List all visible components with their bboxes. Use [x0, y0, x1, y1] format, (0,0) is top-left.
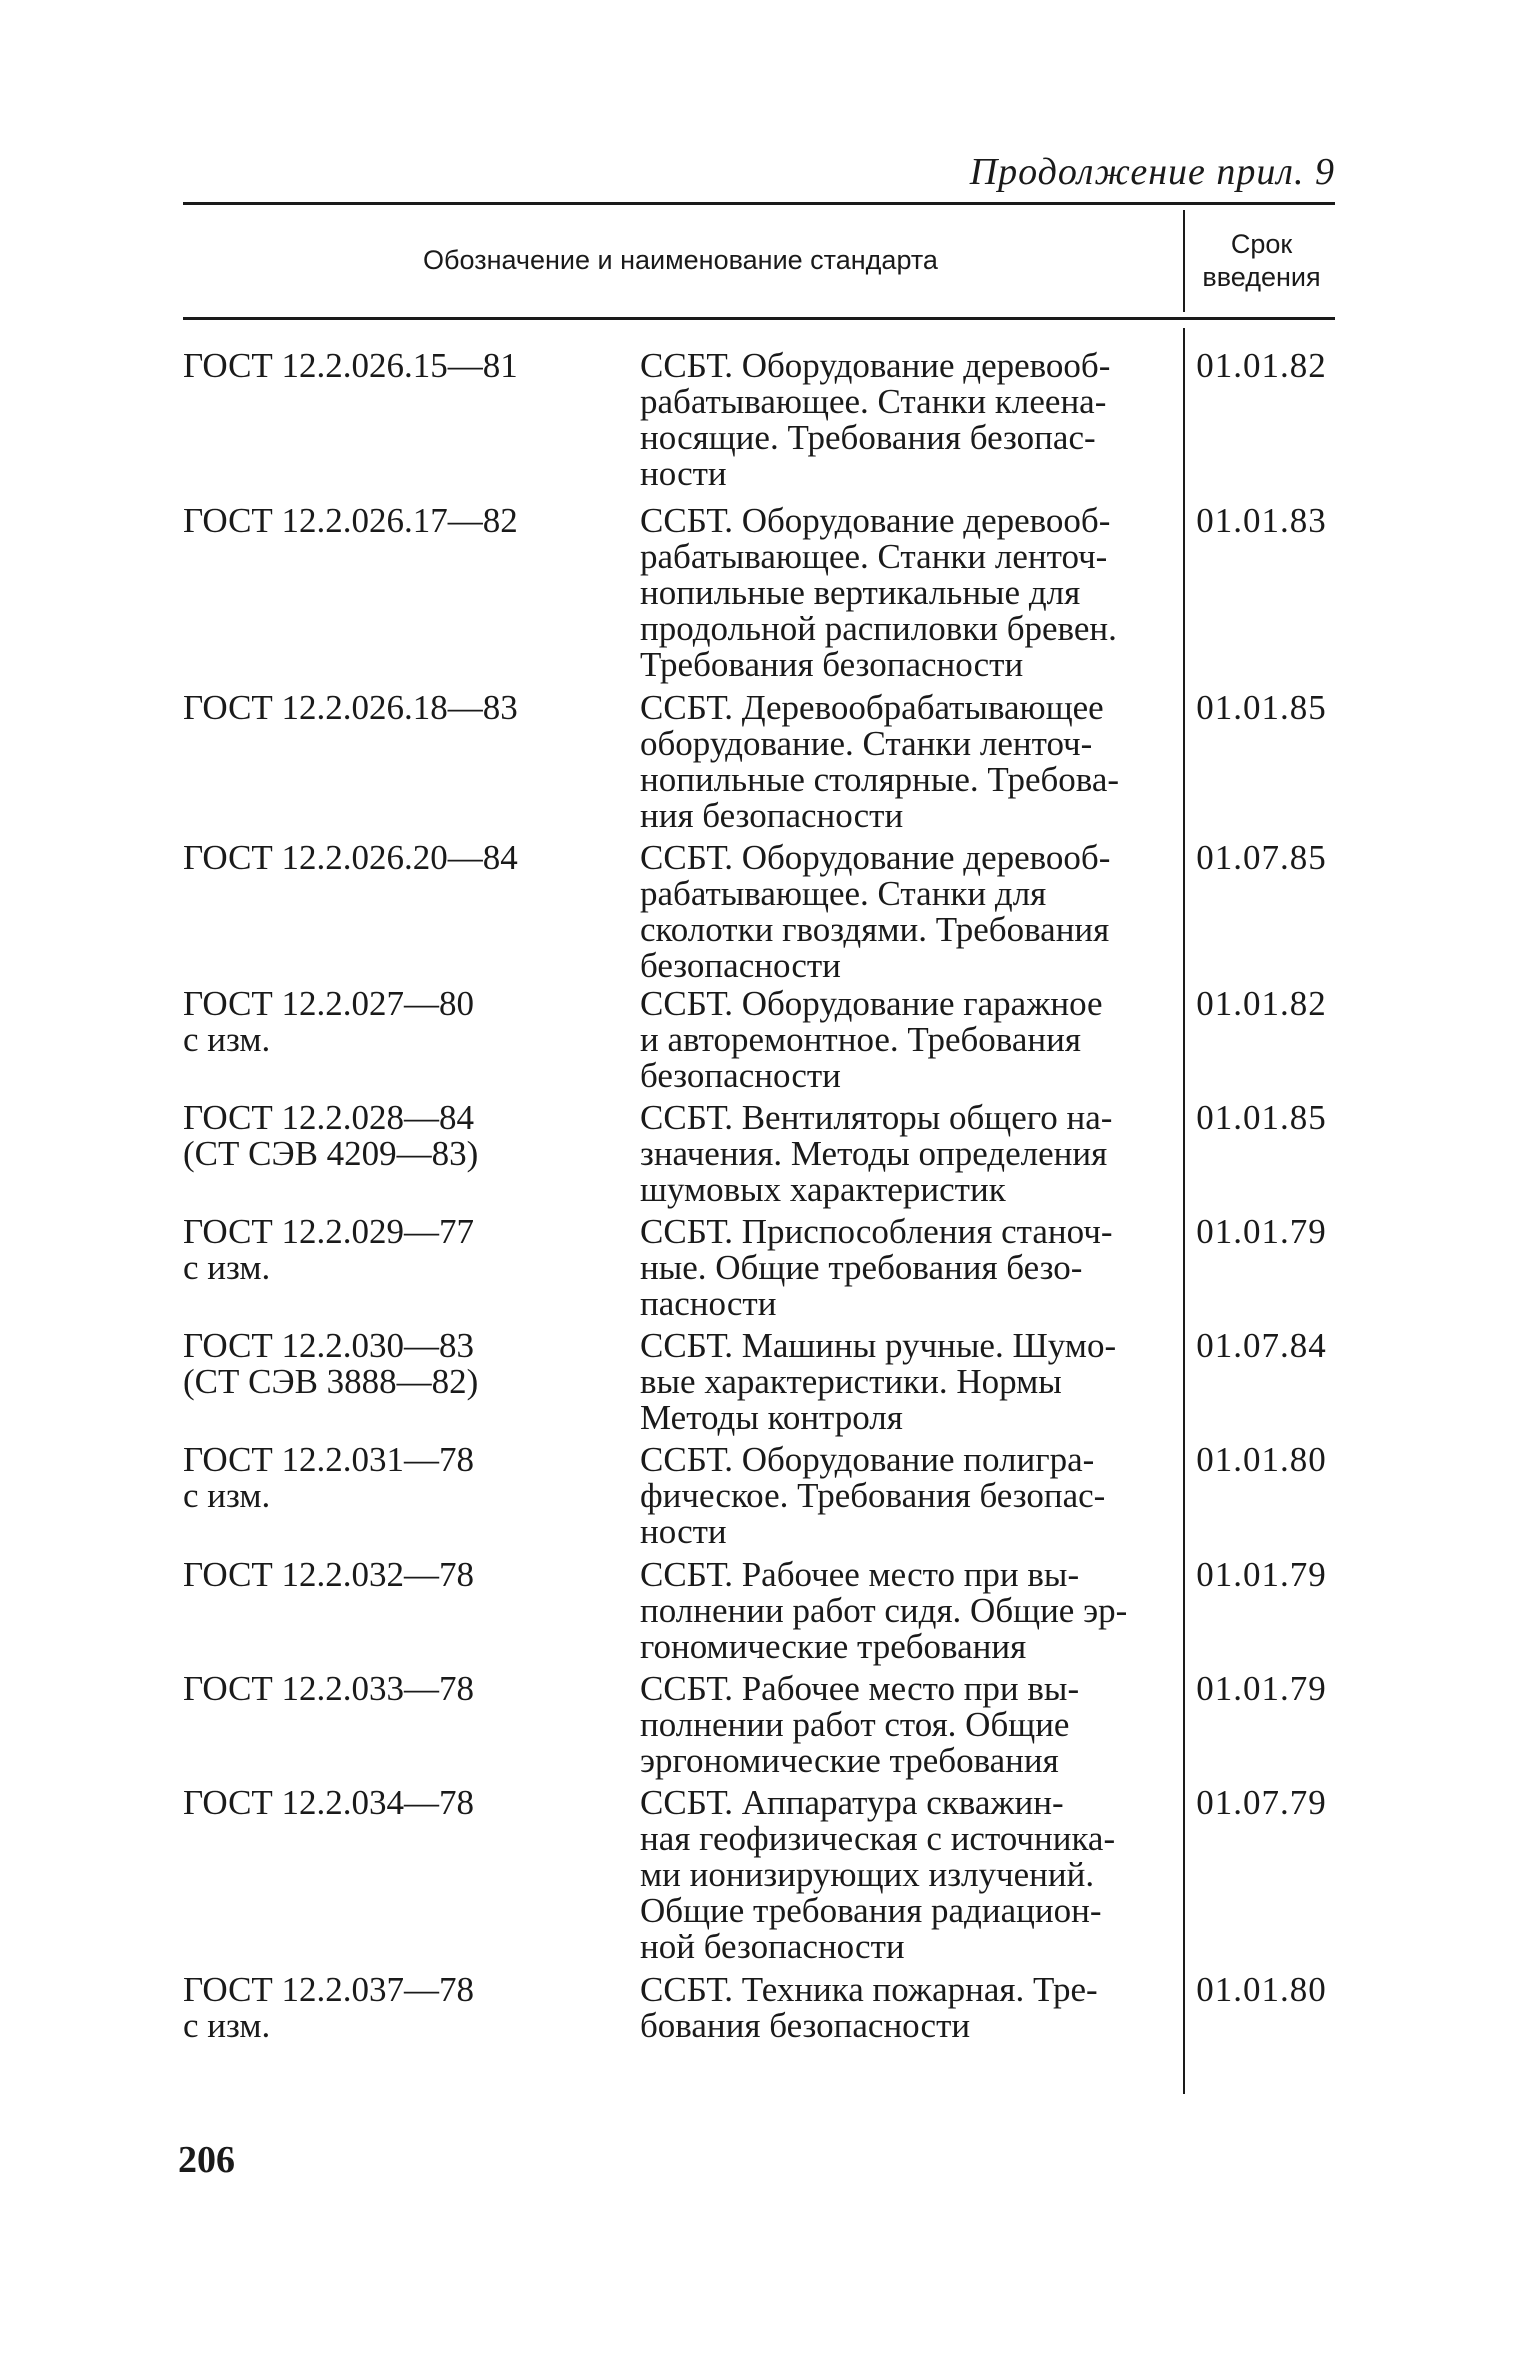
standard-title: ССБТ. Техника пожарная. Тре- бования безопасности	[640, 1970, 1098, 2045]
standard-title: ССБТ. Рабочее место при вы- полнении работ стоя. Общие эргономические требования	[640, 1669, 1080, 1780]
header-date-column: Срок введения	[1202, 229, 1321, 292]
standard-title: ССБТ. Вентиляторы общего на- значения. Методы определения шумовых характеристик	[640, 1098, 1113, 1209]
effective-date: 01.01.80	[1196, 1440, 1327, 1479]
standard-code: ГОСТ 12.2.032—78	[183, 1555, 475, 1594]
standard-title: ССБТ. Машины ручные. Шумо- вые характеристики. Нормы Методы контроля	[640, 1326, 1117, 1437]
standard-code: ГОСТ 12.2.026.17—82	[183, 501, 518, 540]
standard-title: ССБТ. Оборудование деревооб- рабатывающее. Станки для сколотки гвоздями. Требования безопасности	[640, 838, 1111, 985]
standard-title: ССБТ. Оборудование деревооб- рабатывающее. Станки клеена- носящие. Требования безопас- ности	[640, 346, 1111, 493]
effective-date: 01.01.80	[1196, 1970, 1327, 2009]
standard-title: ССБТ. Оборудование полигра- фическое. Требования безопас- ности	[640, 1440, 1106, 1551]
continuation-label: Продолжение прил. 9	[969, 151, 1335, 193]
effective-date: 01.07.85	[1196, 838, 1327, 877]
standard-title: ССБТ. Деревообрабатывающее оборудование. Станки ленточ- нопильные столярные. Требова- ния безопасности	[640, 688, 1120, 835]
standard-title: ССБТ. Приспособления станоч- ные. Общие требования безо- пасности	[640, 1212, 1113, 1323]
top-rule	[183, 202, 1335, 205]
effective-date: 01.01.82	[1196, 346, 1327, 385]
body-divider	[1183, 328, 1185, 2094]
page-number: 206	[178, 2139, 235, 2181]
header-name-column: Обозначение и наименование стандарта	[423, 245, 938, 275]
standard-title: ССБТ. Оборудование деревооб- рабатывающее. Станки ленточ- нопильные вертикальные для продольной распиловки бревен. Требования безопасности	[640, 501, 1117, 684]
effective-date: 01.01.85	[1196, 688, 1327, 727]
standard-code: ГОСТ 12.2.034—78	[183, 1783, 475, 1822]
standard-code: ГОСТ 12.2.033—78	[183, 1669, 475, 1708]
standard-title: ССБТ. Рабочее место при вы- полнении работ сидя. Общие эр- гономические требования	[640, 1555, 1128, 1666]
standard-code: ГОСТ 12.2.029—77 с изм.	[183, 1212, 475, 1287]
effective-date: 01.01.79	[1196, 1212, 1327, 1251]
standard-code: ГОСТ 12.2.026.20—84	[183, 838, 518, 877]
effective-date: 01.01.82	[1196, 984, 1327, 1023]
standard-code: ГОСТ 12.2.026.15—81	[183, 346, 518, 385]
standard-code: ГОСТ 12.2.037—78 с изм.	[183, 1970, 475, 2045]
effective-date: 01.01.85	[1196, 1098, 1327, 1137]
effective-date: 01.01.83	[1196, 501, 1327, 540]
standard-code: ГОСТ 12.2.031—78 с изм.	[183, 1440, 475, 1515]
standard-code: ГОСТ 12.2.026.18—83	[183, 688, 518, 727]
effective-date: 01.07.84	[1196, 1326, 1327, 1365]
standard-title: ССБТ. Оборудование гаражное и авторемонтное. Требования безопасности	[640, 984, 1103, 1095]
header-bottom-rule	[183, 317, 1335, 320]
effective-date: 01.01.79	[1196, 1555, 1327, 1594]
effective-date: 01.07.79	[1196, 1783, 1327, 1822]
standard-title: ССБТ. Аппаратура скважин- ная геофизическая с источника- ми ионизирующих излучений. Общие требования радиацион- ной безопасности	[640, 1783, 1116, 1966]
effective-date: 01.01.79	[1196, 1669, 1327, 1708]
standard-code: ГОСТ 12.2.028—84 (СТ СЭВ 4209—83)	[183, 1098, 479, 1173]
standard-code: ГОСТ 12.2.030—83 (СТ СЭВ 3888—82)	[183, 1326, 479, 1401]
standard-code: ГОСТ 12.2.027—80 с изм.	[183, 984, 475, 1059]
header-divider	[1183, 210, 1185, 312]
